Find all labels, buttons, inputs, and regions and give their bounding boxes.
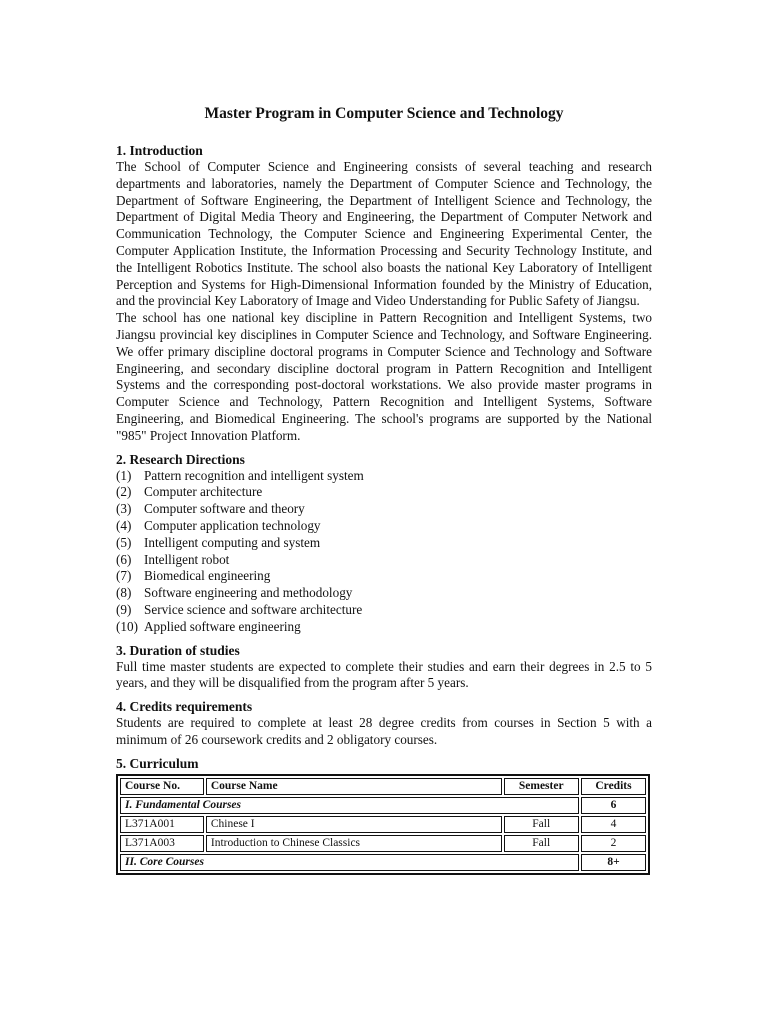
category-row: [120, 797, 646, 814]
semester-cell: Fall: [504, 835, 579, 852]
list-text: Biomedical engineering: [144, 568, 271, 584]
list-text: Software engineering and methodology: [144, 585, 353, 601]
list-item: [116, 468, 652, 485]
list-number: (10): [116, 618, 138, 634]
section-curriculum: [116, 755, 652, 875]
list-number: (7): [116, 568, 132, 584]
category-row: [120, 854, 646, 871]
table-header-row: [120, 778, 646, 795]
curriculum-table: [116, 774, 650, 875]
list-number: (4): [116, 517, 132, 533]
category-credits: 6: [581, 797, 646, 814]
list-item: [116, 568, 652, 585]
credits-cell: 4: [581, 816, 646, 833]
column-header-credits: Credits: [581, 778, 646, 795]
list-item: [116, 518, 652, 535]
paragraph: Full time master students are expected to complete their studies and earn their degrees in 2.5 to 5 years, and they will be disqualified from the program after 5 years.: [116, 658, 652, 691]
table-row: [120, 816, 646, 833]
list-item: [116, 501, 652, 518]
list-number: (6): [116, 551, 132, 567]
list-number: (5): [116, 534, 132, 550]
category-label: I. Fundamental Courses: [120, 797, 579, 814]
list-text: Pattern recognition and intelligent system: [144, 467, 364, 483]
category-credits: 8+: [581, 854, 646, 871]
section-heading: 2. Research Directions: [116, 451, 245, 467]
section-heading: 1. Introduction: [116, 143, 203, 158]
list-text: Computer application technology: [144, 517, 321, 533]
section-heading: 3. Duration of studies: [116, 642, 240, 658]
list-item: [116, 602, 652, 619]
column-header-course-no: Course No.: [120, 778, 204, 795]
category-label: II. Core Courses: [120, 854, 579, 871]
column-header-course-name: Course Name: [206, 778, 502, 795]
section-credits: [116, 698, 652, 749]
list-item: [116, 484, 652, 501]
credits-cell: 2: [581, 835, 646, 852]
course-name-cell: Chinese I: [206, 816, 502, 833]
section-research-directions: [116, 451, 652, 636]
list-text: Service science and software architecture: [144, 601, 363, 617]
research-list: [116, 468, 652, 636]
list-number: (9): [116, 601, 132, 617]
section-duration: [116, 642, 652, 693]
list-item: [116, 619, 652, 636]
list-item: [116, 585, 652, 602]
column-header-semester: Semester: [504, 778, 579, 795]
section-heading: 4. Credits requirements: [116, 699, 253, 715]
list-number: (1): [116, 467, 132, 483]
course-no-cell: L371A001: [120, 816, 204, 833]
document-page: [116, 104, 652, 875]
paragraph: The school has one national key discipline in Pattern Recognition and Intelligent Systems, two Jiangsu provincial key disciplines in Computer Science and Technology, and Software Engineering. We offer primary discipline doctoral programs in Computer Science and Technology and Software Engineering, and secondary discipline doctoral program in Pattern Recognition and Intelligent Systems and the corresponding post-doctoral workstations. We also provide master programs in Computer Science and Technology, Pattern Recognition and Intelligent Systems, Software Engineering, and Biomedical Engineering. The school's programs are supported by the National "985" Project Innovation Platform.: [116, 310, 652, 443]
list-number: (8): [116, 585, 132, 601]
list-text: Intelligent computing and system: [144, 534, 321, 550]
list-item: [116, 552, 652, 569]
course-no-cell: L371A003: [120, 835, 204, 852]
list-number: (3): [116, 501, 132, 517]
document-title: Master Program in Computer Science and Technology: [204, 105, 564, 122]
list-text: Computer architecture: [144, 484, 263, 500]
table-row: [120, 835, 646, 852]
paragraph: Students are required to complete at least 28 degree credits from courses in Section 5 with a minimum of 26 coursework credits and 2 obligatory courses.: [116, 715, 652, 747]
paragraph: The School of Computer Science and Engineering consists of several teaching and research departments and laboratories, namely the Department of Computer Science and Technology, the Department of Software Engineering, the Department of Intelligent Science and Technology, the Department of Digital Media Theory and Engineering, the Department of Computer Network and Communication Technology, the Computer Science and Engineering Experimental Center, the Computer Application Institute, the Information Processing and Security Technology Institute, and the Intelligent Robotics Institute. The school also boasts the national Key Laboratory of Intelligent Perception and Systems for High-Dimensional Information founded by the Ministry of Education, and the provincial Key Laboratory of Image and Video Understanding for Public Safety of Jiangsu.: [116, 159, 652, 309]
list-number: (2): [116, 484, 132, 500]
section-heading: 5. Curriculum: [116, 755, 199, 771]
semester-cell: Fall: [504, 816, 579, 833]
course-name-cell: Introduction to Chinese Classics: [206, 835, 502, 852]
section-introduction: [116, 142, 652, 445]
list-text: Applied software engineering: [144, 618, 301, 634]
list-text: Computer software and theory: [144, 501, 305, 517]
list-text: Intelligent robot: [144, 551, 230, 567]
list-item: [116, 535, 652, 552]
